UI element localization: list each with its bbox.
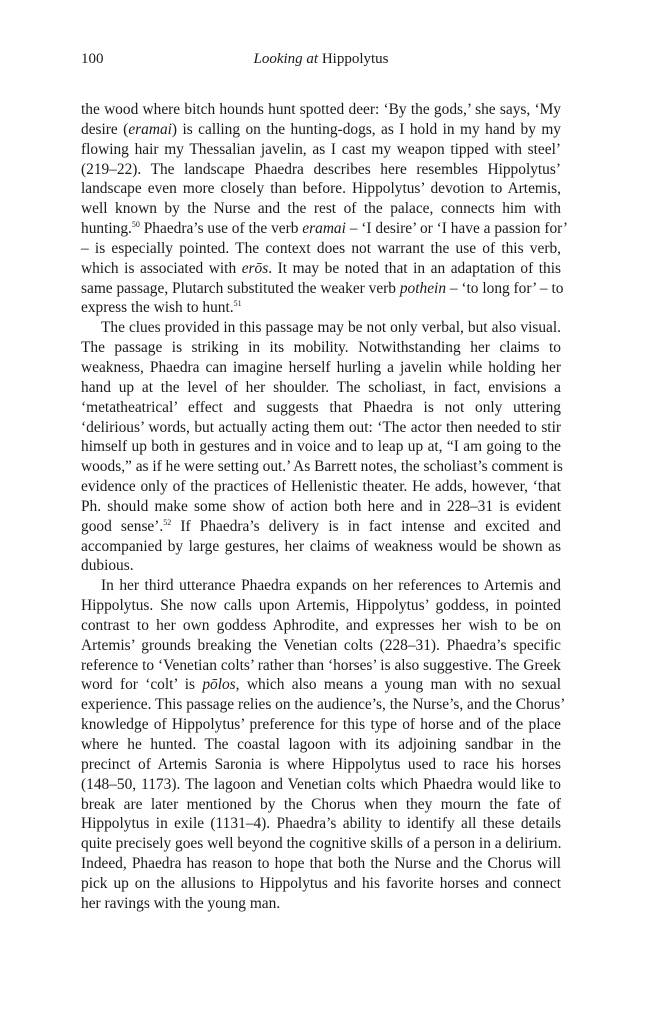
text-line [81, 199, 561, 219]
text-line [81, 259, 561, 279]
text-run: dubious. [81, 557, 134, 575]
text-line [81, 616, 561, 636]
text-run: the wood where bitch hounds hunt spotted deer: ‘By the gods,’ she says, ‘My [81, 101, 561, 118]
text-line [81, 795, 561, 815]
text-run: ‘metatheatrical’ effect and suggests that Phaedra is not only uttering [81, 398, 561, 416]
text-line [81, 398, 561, 418]
text-run: which is associated with [81, 259, 242, 277]
text-line [81, 775, 561, 795]
text-line [81, 715, 561, 735]
text-run: express the wish to hunt. [81, 299, 234, 317]
text-line [81, 854, 561, 874]
text-run: – is especially pointed. The context does not warrant the use of this verb, [81, 239, 561, 257]
text-run: flowing hair my Thessalian javelin, as I cast my weapon tipped with steel’ [81, 140, 561, 158]
text-line [81, 576, 561, 596]
text-line [81, 318, 561, 338]
text-line [81, 735, 561, 755]
text-run: In her third utterance Phaedra expands on her references to Artemis and [101, 577, 561, 595]
text-line [81, 140, 561, 160]
footnote-marker: 51 [233, 299, 242, 309]
text-line [81, 418, 561, 438]
text-line [81, 120, 561, 140]
italic-term: eramai [302, 220, 346, 238]
text-run: well known by the Nurse and the rest of the palace, connects him with [81, 200, 561, 218]
text-line [81, 279, 564, 299]
paragraph [81, 318, 561, 576]
text-run: experience. This passage relies on the audience’s, the Nurse’s, and the Chorus’ [81, 696, 566, 714]
italic-term: erōs [241, 259, 269, 277]
text-line [81, 636, 561, 656]
text-line [81, 160, 561, 180]
text-run: Indeed, Phaedra has reason to hope that both the Nurse and the Chorus will [81, 855, 561, 873]
footnote-marker: 52 [163, 517, 172, 527]
text-line [81, 219, 568, 239]
text-line [81, 338, 561, 358]
text-run: Artemis’ grounds breaking the Venetian colts (228–31). Phaedra’s specific [81, 636, 561, 654]
text-line [81, 556, 561, 576]
text-line [81, 755, 561, 775]
text-run: contrast to her own goddess Aphrodite, and expresses her wish to be on [81, 616, 561, 634]
text-run: – ‘I desire’ or ‘I have a passion for’ [345, 220, 568, 238]
text-line [81, 497, 561, 517]
text-line [81, 517, 561, 537]
text-run: accompanied by large gestures, her claims of weakness would be shown as [81, 537, 561, 555]
text-line [81, 477, 561, 497]
text-line [81, 179, 561, 199]
text-run: same passage, Plutarch substituted the weaker verb [81, 279, 400, 297]
text-line [81, 834, 561, 854]
text-line [81, 239, 561, 259]
text-line [81, 695, 566, 715]
text-run: her ravings with the young man. [81, 894, 281, 912]
text-line [81, 675, 561, 695]
text-line [81, 537, 561, 557]
text-run: reference to ‘Venetian colts’ rather than ‘horses’ is also suggestive. The Greek [81, 656, 561, 674]
italic-term: pōlos, [202, 676, 240, 694]
running-title-italic: Looking at [253, 51, 319, 67]
text-run: . It may be noted that in an adaptation of this [268, 259, 561, 277]
page-number: 100 [81, 51, 104, 67]
running-header [81, 51, 561, 73]
text-run: pick up on the allusions to Hippolytus and his favorite horses and connect [81, 874, 561, 892]
text-run: evidence only of the practices of Hellenistic theater. He adds, however, ‘that [81, 478, 561, 496]
text-line [81, 378, 561, 398]
text-run: The passage is striking in its mobility. Notwithstanding her claims to [81, 339, 561, 357]
text-run: weakness, Phaedra can imagine herself hurling a javelin while holding her [81, 358, 561, 376]
text-line [81, 358, 561, 378]
text-run: break are later mentioned by the Chorus when they mourn the fate of [81, 795, 561, 813]
text-line [81, 100, 561, 120]
text-run: If Phaedra’s delivery is in fact intense and excited and [171, 517, 561, 535]
text-run: (148–50, 1173). The lagoon and Venetian colts which Phaedra would like to [81, 775, 561, 793]
text-run: Phaedra’s use of the verb [139, 220, 303, 238]
running-title [81, 51, 561, 68]
text-run: precinct of Artemis Saronia is where Hippolytus used to race his horses [81, 755, 561, 773]
text-run: landscape even more closely than before. Hippolytus’ devotion to Artemis, [81, 180, 561, 198]
running-title-plain: Hippolytus [318, 51, 389, 67]
text-run: The clues provided in this passage may be not only verbal, but also visual. [101, 319, 561, 337]
text-run: word for ‘colt’ is [81, 676, 203, 694]
text-run: ) is calling on the hunting-dogs, as I hold in my hand by my [171, 120, 561, 138]
text-line [81, 457, 561, 477]
text-line [81, 596, 561, 616]
italic-term: eramai [128, 120, 172, 138]
text-run: – ‘to long for’ – to [446, 279, 564, 297]
text-line [81, 656, 561, 676]
body-text [81, 100, 568, 914]
text-line [81, 298, 561, 318]
text-line [81, 814, 561, 834]
text-run: Ph. should make some show of action both here and in 228–31 is evident [81, 497, 561, 515]
text-run: quite precisely goes well beyond the cognitive skills of a person in a delirium. [81, 835, 562, 853]
text-run: which also means a young man with no sexual [239, 676, 561, 694]
text-run: hunting. [81, 220, 132, 238]
text-run: himself up both in gestures and in voice and to leap up at, “I am going to the [81, 438, 561, 456]
text-run: woods,” as if he were setting out.’ As Barrett notes, the scholiast’s comment is [81, 458, 563, 476]
text-run: knowledge of Hippolytus’ preference for this type of horse and of the place [81, 716, 561, 734]
italic-term: pothein [399, 279, 447, 297]
text-run: desire ( [81, 120, 129, 138]
text-run: good sense’. [81, 517, 164, 535]
text-run: Hippolytus. She now calls upon Artemis, Hippolytus’ goddess, in pointed [81, 597, 561, 615]
text-run: where he hunted. The coastal lagoon with its adjoining sandbar in the [81, 736, 561, 753]
text-line [81, 894, 561, 914]
text-run: Hippolytus in exile (1131–4). Phaedra’s ability to identify all these details [81, 815, 561, 833]
text-line [81, 437, 561, 457]
text-run: ‘delirious’ words, but actually acting them out: ‘The actor then needed to stir [81, 418, 561, 436]
paragraph [81, 576, 566, 913]
text-line [81, 874, 561, 894]
paragraph [81, 100, 568, 318]
text-run: hand up at the level of her shoulder. The scholiast, in fact, envisions a [81, 378, 561, 396]
footnote-marker: 50 [131, 220, 140, 230]
text-run: (219–22). The landscape Phaedra describes here resembles Hippolytus’ [81, 160, 561, 178]
